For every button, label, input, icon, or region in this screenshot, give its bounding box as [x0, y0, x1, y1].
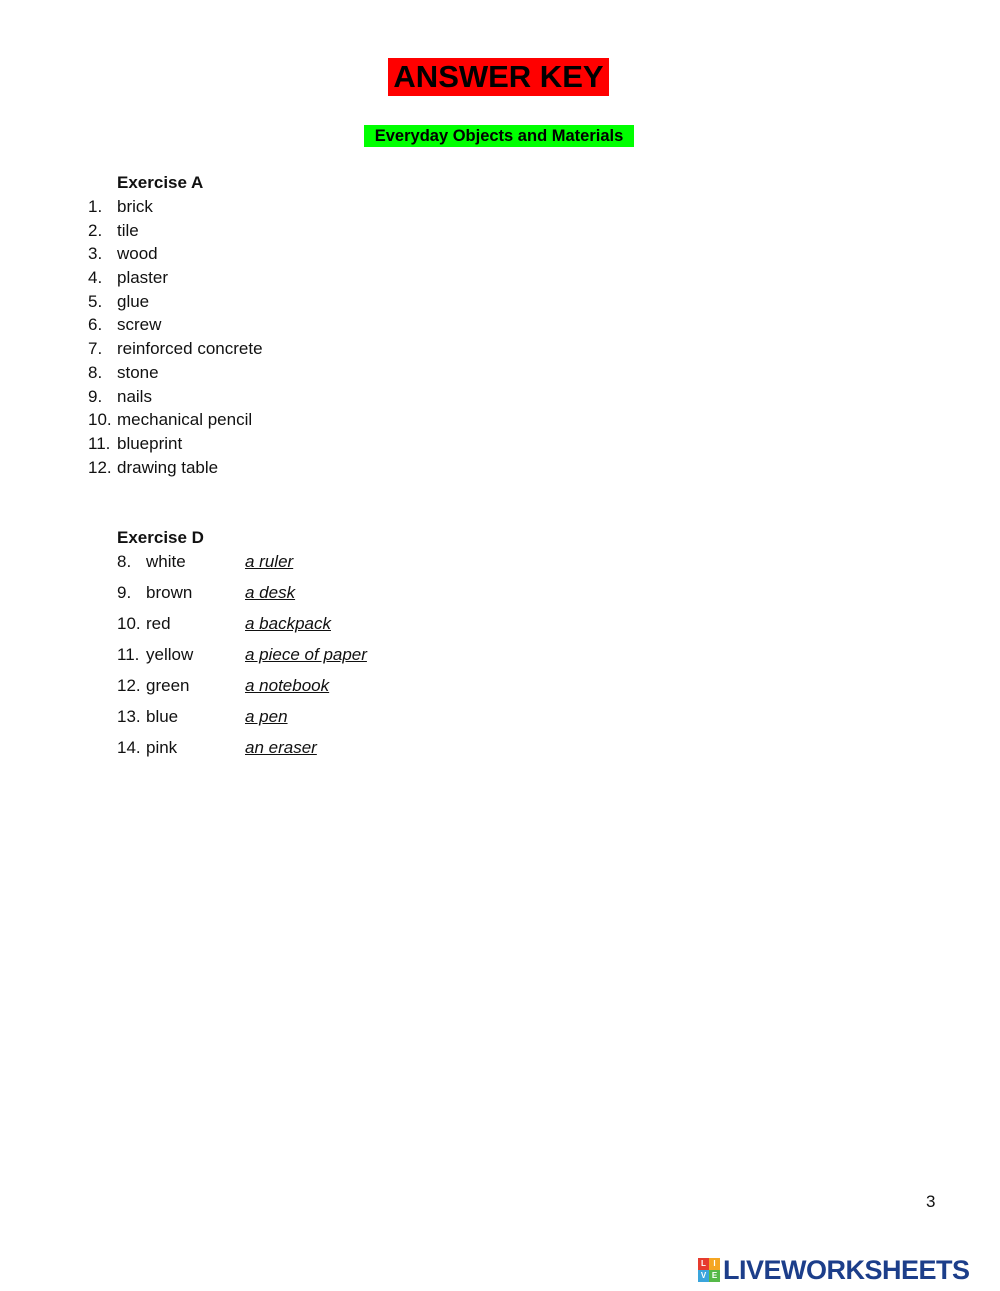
exercise-d-heading: Exercise D: [117, 528, 204, 547]
answer-text: a backpack: [245, 614, 331, 633]
answer-key-title: ANSWER KEY: [388, 58, 609, 96]
answer-text: a pen: [245, 707, 288, 726]
answer-text: a notebook: [245, 676, 330, 695]
page-number: 3: [926, 1192, 936, 1211]
logo-text: LIVEWORKSHEETS: [723, 1254, 970, 1285]
answer-text: a desk: [245, 583, 296, 602]
liveworksheets-logo[interactable]: [698, 1255, 994, 1285]
answer-text: an eraser: [245, 738, 317, 757]
answer-text: a piece of paper: [245, 645, 367, 664]
worksheet-subtitle: Everyday Objects and Materials: [364, 125, 634, 147]
answer-text: a ruler: [245, 552, 294, 571]
exercise-a-heading: Exercise A: [117, 173, 204, 192]
liveworksheets-logo-icon: L I V E: [698, 1258, 720, 1282]
